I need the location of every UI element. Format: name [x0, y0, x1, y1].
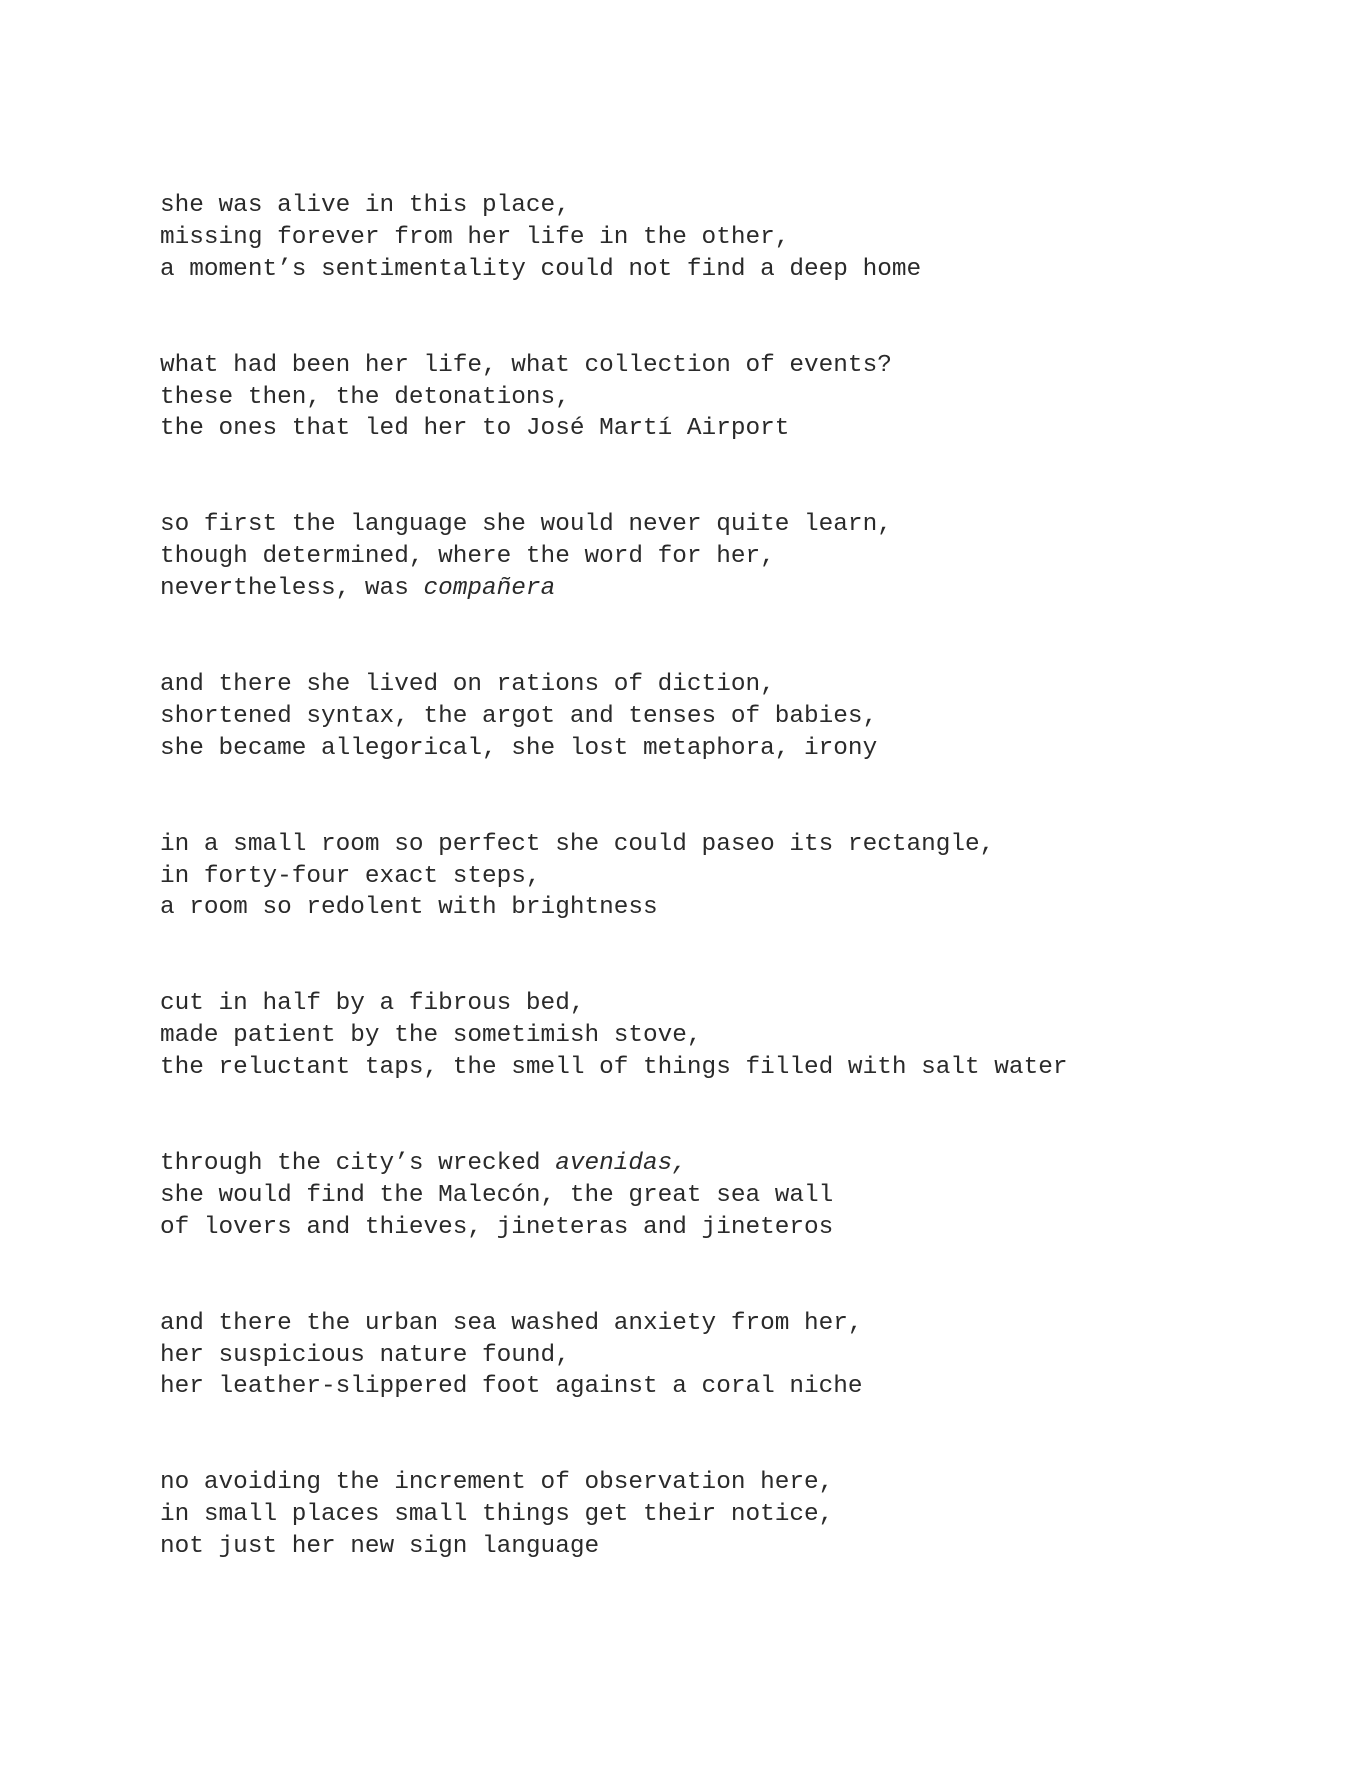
stanza — [160, 1308, 1310, 1404]
poem-line: in small places small things get their notice, — [160, 1501, 834, 1529]
stanza — [160, 509, 1310, 605]
poem-line: the reluctant taps, the smell of things filled with salt water — [160, 1054, 1068, 1082]
poem-line: she was alive in this place, — [160, 192, 570, 219]
italic-word: compañera — [423, 575, 556, 603]
poem-line: a room so redolent with brightness — [160, 894, 658, 922]
poem-line: in a small room so perfect she could paseo its rectangle, — [160, 830, 995, 858]
stanza — [160, 669, 1310, 765]
poem-body — [160, 190, 1310, 1627]
poem-line — [160, 573, 1310, 605]
poem-line: no avoiding the increment of observation here, — [160, 1469, 834, 1497]
poem-line: and there the urban sea washed anxiety from her, — [160, 1309, 863, 1337]
poem-line: these then, the detonations, — [160, 383, 570, 411]
stanza — [160, 829, 1310, 925]
poem-line: in forty-four exact steps, — [160, 862, 541, 890]
poem-line: her suspicious nature found, — [160, 1341, 570, 1369]
poem-line: missing forever from her life in the other, — [160, 223, 790, 251]
poem-line: though determined, where the word for her, — [160, 543, 775, 571]
stanza — [160, 1148, 1310, 1244]
poem-line: what had been her life, what collection of events? — [160, 351, 892, 379]
poem-line: a moment’s sentimentality could not find a deep home — [160, 255, 922, 283]
stanza — [160, 190, 1310, 286]
poem-line: the ones that led her to José Martí Airport — [160, 415, 790, 443]
poem-line: made patient by the sometimish stove, — [160, 1022, 702, 1050]
stanza — [160, 1467, 1310, 1563]
poem-line — [160, 1148, 1310, 1180]
poem-line: of lovers and thieves, jineteras and jineteros — [160, 1213, 834, 1241]
stanza — [160, 350, 1310, 446]
poem-line: cut in half by a fibrous bed, — [160, 990, 585, 1018]
poem-line: so first the language she would never quite learn, — [160, 511, 892, 539]
poem-line: her leather-slippered foot against a coral niche — [160, 1373, 863, 1401]
poem-line: and there she lived on rations of diction, — [160, 671, 775, 699]
poem-line: she would find the Malecón, the great sea wall — [160, 1181, 834, 1209]
poem-line-text: through the city’s wrecked — [160, 1150, 556, 1178]
poem-line: she became allegorical, she lost metaphora, irony — [160, 734, 878, 762]
poem-line: not just her new sign language — [160, 1533, 600, 1561]
stanza — [160, 988, 1310, 1084]
poem-line: shortened syntax, the argot and tenses of babies, — [160, 702, 878, 730]
poem-line-text: nevertheless, was — [160, 575, 424, 603]
italic-word: avenidas, — [555, 1150, 687, 1178]
